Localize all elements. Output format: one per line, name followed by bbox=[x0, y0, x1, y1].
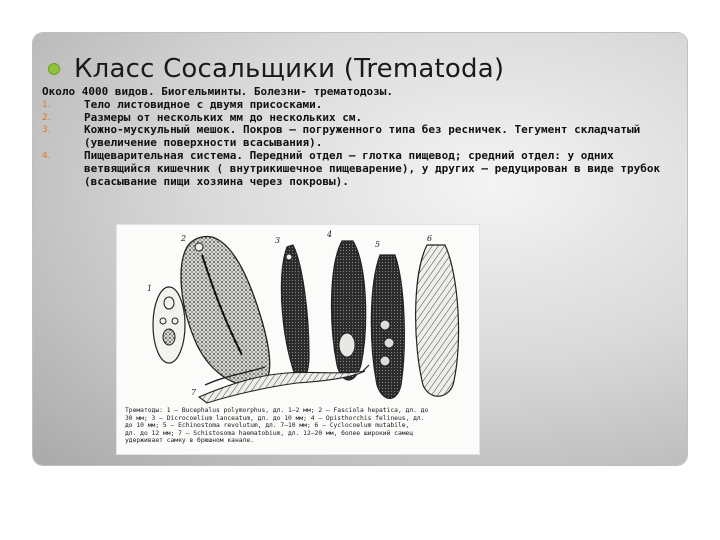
figure-caption bbox=[125, 407, 473, 445]
list-number: 1. bbox=[42, 99, 51, 110]
list-item bbox=[42, 150, 672, 188]
figure-label: 3 bbox=[275, 236, 281, 245]
numbered-list bbox=[42, 99, 672, 189]
specimen-3 bbox=[281, 245, 309, 379]
specimen-6 bbox=[416, 245, 459, 396]
specimen-1 bbox=[153, 287, 185, 363]
list-text: Тело листовидное с двумя присосками. bbox=[84, 97, 323, 111]
caption-line: до 10 мм; 5 — Echinostoma revolutum, дл. 7—10 мм; 6 — Cyclocoelum mutabile, bbox=[125, 422, 410, 430]
figure-label: 6 bbox=[427, 234, 433, 243]
body-text bbox=[42, 86, 672, 188]
list-text: Пищеварительная система. Передний отдел – глотка пищевод; средний отдел: у одних ветвящийся кишечник ( внутрикишечное пищеварение), у других – редуцирован в виде трубок (всасывание пищи хозяина через покровы). bbox=[84, 148, 661, 188]
list-text: Размеры от нескольких мм до нескольких см. bbox=[84, 110, 363, 124]
specimen-4 bbox=[332, 241, 366, 380]
figure-label: 4 bbox=[327, 230, 333, 239]
specimen-2 bbox=[181, 236, 270, 385]
title-row bbox=[48, 52, 504, 86]
list-number: 3. bbox=[42, 125, 51, 136]
list-number: 2. bbox=[42, 112, 51, 123]
list-text: Кожно-мускульный мешок. Покров – погруженного типа без ресничек. Тегумент складчатый (увеличение поверхности всасывания). bbox=[84, 123, 641, 150]
caption-line: дл. до 12 мм; 7 — Schistosoma haematobium, дл. 12—20 мм, более широкий самец bbox=[125, 429, 414, 437]
specimen-5 bbox=[371, 255, 404, 399]
trematoda-figure bbox=[116, 224, 480, 455]
list-item bbox=[42, 124, 672, 150]
figure-label: 5 bbox=[375, 240, 381, 249]
bullet-dot-icon bbox=[48, 63, 60, 75]
intro-line: Около 4000 видов. Биогельминты. Болезни- трематодозы. bbox=[42, 85, 393, 98]
caption-line: Трематоды: 1 — Bucephalus polymorphus, дл. 1—2 мм; 2 — Fasciola hepatica, дл. до bbox=[125, 407, 429, 414]
slide-title: Класс Сосальщики (Trematoda) bbox=[74, 54, 505, 84]
list-number: 4. bbox=[42, 150, 51, 161]
figure-label: 2 bbox=[181, 234, 187, 243]
caption-line: 30 мм; 3 — Dicrocoelium lanceatum, дл. до 10 мм; 4 — Opisthorchis felineus, дл. bbox=[125, 414, 425, 422]
figure-label: 1 bbox=[147, 284, 153, 293]
caption-line: удерживает самку в брюшном канале. bbox=[125, 437, 254, 445]
figure-label: 7 bbox=[191, 388, 197, 397]
